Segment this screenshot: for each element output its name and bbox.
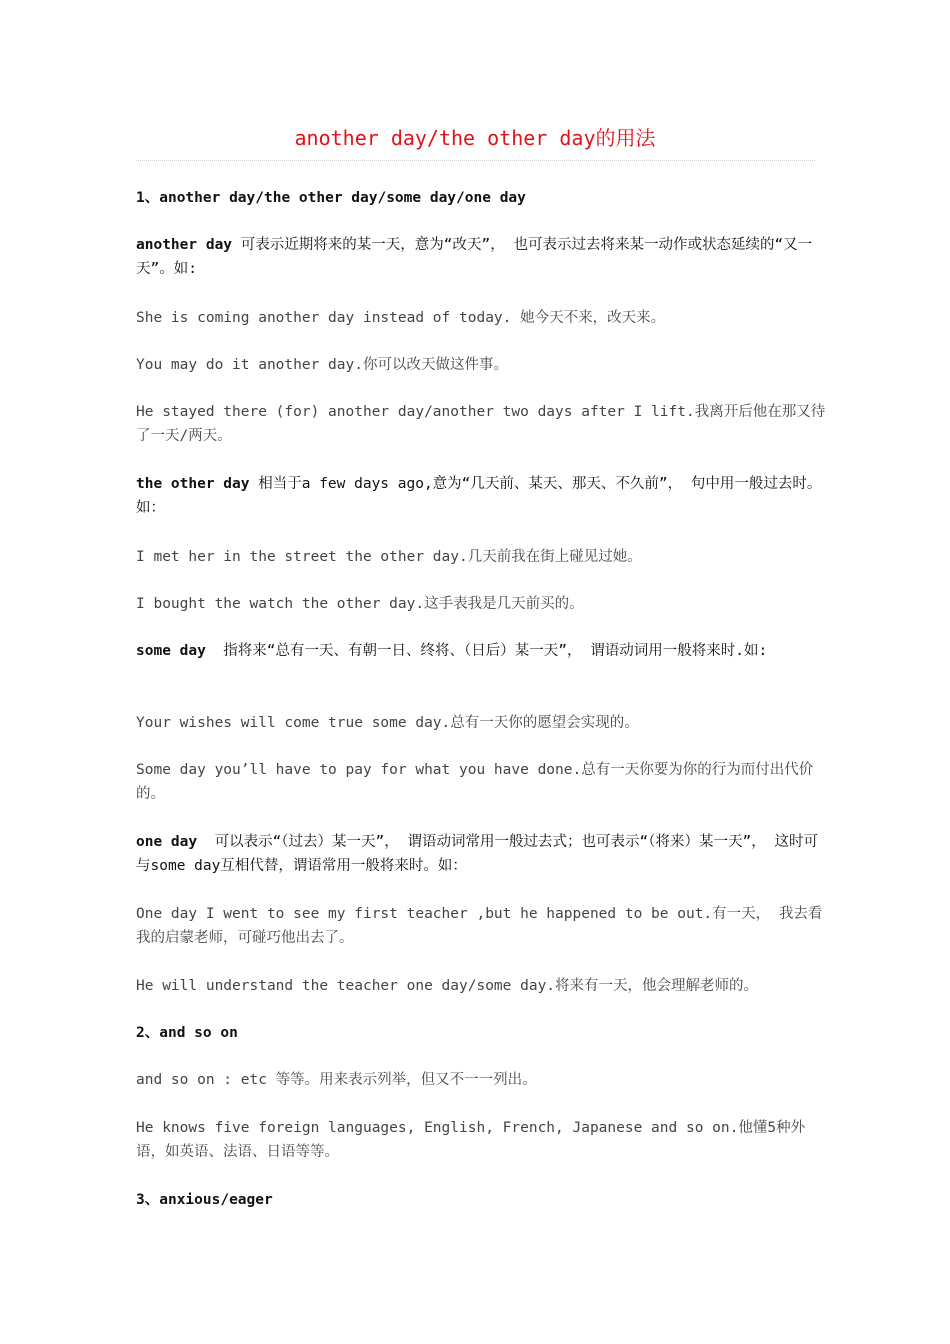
example-sentence: She is coming another day instead of today. 她今天不来，改天来。 [136, 310, 666, 326]
example-sentence: You may do it another day.你可以改天做这件事。 [136, 357, 508, 373]
example-sentence: Some day you’ll have to pay for what you have done.总有一天你要为你的行为而付出代价的。 [136, 762, 814, 802]
section-heading-3: 3、anxious/eager [136, 1192, 273, 1208]
section-heading-1: 1、another day/the other day/some day/one day [136, 190, 526, 206]
example-sentence: Your wishes will come true some day.总有一天你的愿望会实现的。 [136, 715, 639, 731]
title-divider [136, 160, 815, 161]
example-sentence: One day I went to see my first teacher ,but he happened to be out.有一天， 我去看我的启蒙老师，可碰巧他出去了。 [136, 906, 823, 946]
term-some-day: some day [136, 643, 206, 659]
the-other-day-description: 相当于a few days ago,意为“几天前、某天、那天、不久前”， 句中用一般过去时。如： [136, 476, 822, 516]
some-day-description: 指将来“总有一天、有朝一日、终将、（日后）某一天”， 谓语动词用一般将来时.如: [205, 643, 768, 659]
example-sentence: He stayed there (for) another day/another two days after I lift.我离开后他在那又待了一天/两天。 [136, 404, 826, 444]
section-heading-2: 2、and so on [136, 1025, 238, 1041]
example-sentence: He will understand the teacher one day/some day.将来有一天，他会理解老师的。 [136, 978, 759, 994]
one-day-description: 可以表示“（过去）某一天”， 谓语动词常用一般过去式；也可表示“（将来）某一天”， 这时可与some day互相代替，谓语常用一般将来时。如： [136, 834, 818, 874]
paragraph-the-other-day [136, 472, 826, 520]
example-sentence: I bought the watch the other day.这手表我是几天前买的。 [136, 596, 584, 612]
paragraph-some-day [136, 639, 826, 663]
paragraph-one-day [136, 830, 826, 878]
term-another-day: another day [136, 237, 233, 253]
example-sentence: He knows five foreign languages, English, French, Japanese and so on.他懂5种外语，如英语、法语、日语等等。 [136, 1120, 806, 1160]
term-the-other-day: the other day [136, 476, 250, 492]
example-sentence: and so on : etc 等等。用来表示列举，但又不一一列出。 [136, 1072, 537, 1088]
another-day-description: 可表示近期将来的某一天，意为“改天”， 也可表示过去将来某一动作或状态延续的“又一天”。如: [136, 237, 813, 277]
example-sentence: I met her in the street the other day.几天前我在街上碰见过她。 [136, 549, 642, 565]
term-one-day: one day [136, 834, 198, 850]
page-title: another day/the other day的用法 [294, 126, 656, 150]
paragraph-another-day [136, 233, 826, 281]
